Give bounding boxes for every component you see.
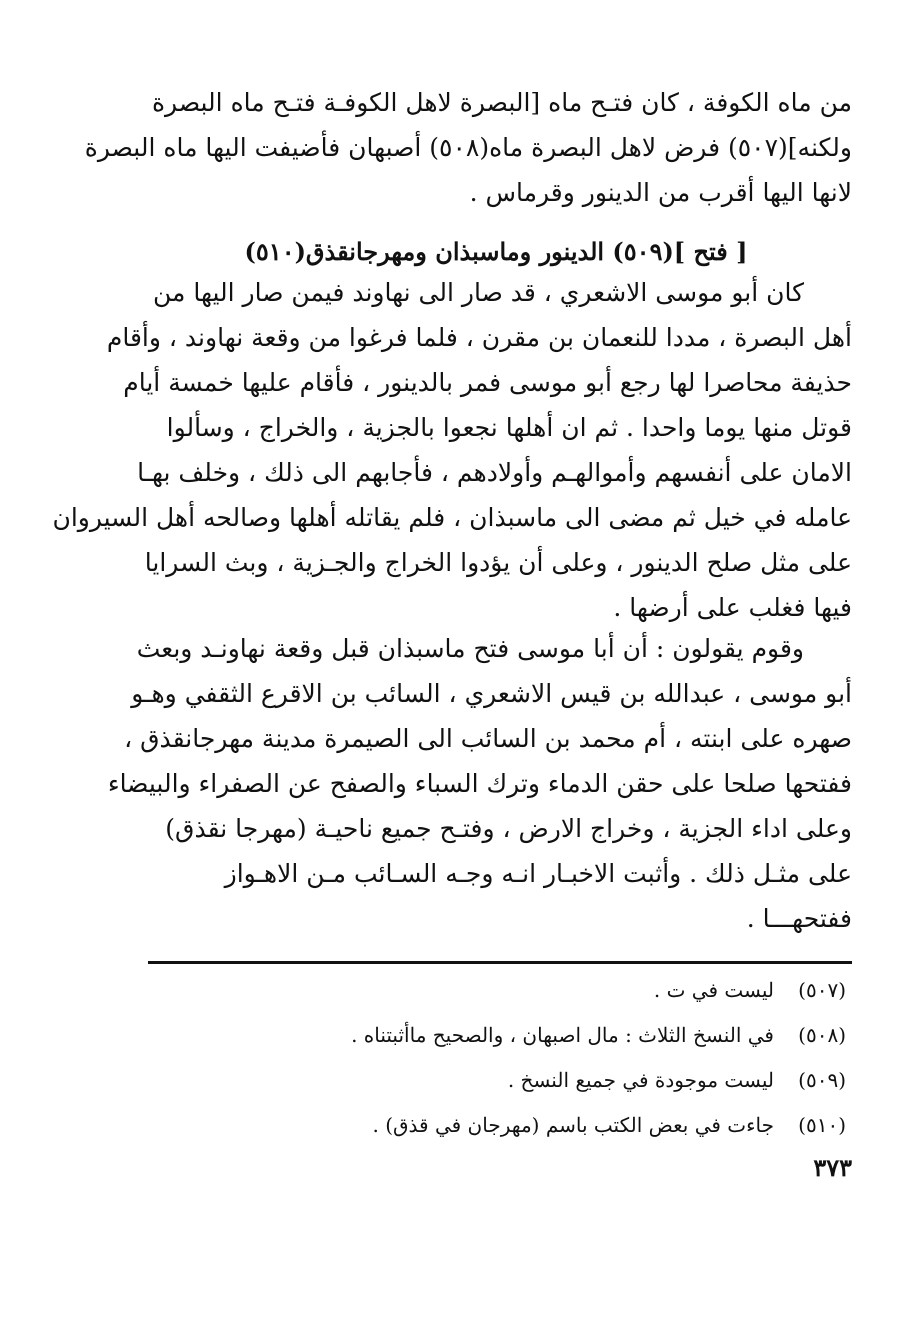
footnote-item bbox=[140, 1103, 852, 1148]
text-line: كان أبو موسى الاشعري ، قد صار الى نهاوند فيمن صار اليها من bbox=[152, 278, 804, 307]
footnote-number: (٥٠٩) bbox=[798, 1068, 846, 1092]
text-line: ولكنه](٥٠٧) فرض لاهل البصرة ماه(٥٠٨) أصبهان فأضيفت اليها ماه البصرة bbox=[84, 133, 852, 162]
text-line: حذيفة محاصرا لها رجع أبو موسى فمر بالدينور ، فأقام عليها خمسة أيام bbox=[123, 368, 852, 397]
text-line: ففتحها صلحا على حقن الدماء وترك السباء والصفح عن الصفراء والبيضاء bbox=[107, 769, 852, 798]
footnote-item bbox=[140, 1013, 852, 1058]
paragraph-1 bbox=[52, 270, 852, 630]
footnote-item bbox=[140, 1058, 852, 1103]
section-heading: [ فتح ](٥٠٩) الدينور وماسبذان ومهرجانقذق(٥١٠) bbox=[244, 237, 748, 266]
text-line: فيها فغلب على أرضها . bbox=[613, 593, 852, 622]
text-line: على مثـل ذلك . وأثبت الاخبـار انـه وجـه السـائب مـن الاهـواز bbox=[224, 859, 852, 888]
footnote-text: في النسخ الثلاث : مال اصبهان ، والصحيح ماأثبتناه . bbox=[351, 1023, 774, 1047]
page-number: ٣٧٣ bbox=[813, 1153, 852, 1182]
footnote-item bbox=[140, 968, 852, 1013]
text-line: وقوم يقولون : أن أبا موسى فتح ماسبذان قبل وقعة نهاونـد وبعث bbox=[136, 634, 804, 663]
text-line: الامان على أنفسهم وأموالهـم وأولادهم ، فأجابهم الى ذلك ، وخلف بهـا bbox=[137, 458, 852, 487]
text-line: لانها اليها أقرب من الدينور وقرماس . bbox=[469, 178, 852, 207]
footnote-text: ليست في ت . bbox=[653, 978, 774, 1002]
text-line: من ماه الكوفة ، كان فتـح ماه [البصرة لاهل الكوفـة فتـح ماه البصرة bbox=[151, 88, 852, 117]
footnotes bbox=[140, 968, 852, 1148]
text-line: أهل البصرة ، مددا للنعمان بن مقرن ، فلما فرغوا من وقعة نهاوند ، وأقام bbox=[106, 323, 852, 352]
text-line: أبو موسى ، عبدالله بن قيس الاشعري ، السائب بن الاقرع الثقفي وهـو bbox=[131, 679, 852, 708]
paragraph-2 bbox=[107, 626, 852, 941]
text-line: ففتحهـــا . bbox=[746, 904, 852, 933]
footnote-number: (٥٠٧) bbox=[798, 978, 846, 1002]
footnote-text: جاءت في بعض الكتب باسم (مهرجان في قذق) . bbox=[372, 1113, 774, 1137]
text-line: صهره على ابنته ، أم محمد بن السائب الى الصيمرة مدينة مهرجانقذق ، bbox=[124, 724, 852, 753]
footnote-divider bbox=[148, 961, 852, 964]
intro-paragraph bbox=[84, 80, 852, 215]
footnote-number: (٥٠٨) bbox=[798, 1023, 846, 1047]
footnote-number: (٥١٠) bbox=[798, 1113, 846, 1137]
footnote-text: ليست موجودة في جميع النسخ . bbox=[507, 1068, 774, 1092]
text-line: عامله في خيل ثم مضى الى ماسبذان ، فلم يقاتله أهلها وصالحه أهل السيروان bbox=[52, 503, 852, 532]
text-line: على مثل صلح الدينور ، وعلى أن يؤدوا الخراج والجـزية ، وبث السرايا bbox=[144, 548, 852, 577]
text-line: قوتل منها يوما واحدا . ثم ان أهلها نجعوا بالجزية ، والخراج ، وسألوا bbox=[166, 413, 852, 442]
text-line: وعلى اداء الجزية ، وخراج الارض ، وفتـح جميع ناحيـة (مهرجا نقذق) bbox=[165, 814, 852, 843]
